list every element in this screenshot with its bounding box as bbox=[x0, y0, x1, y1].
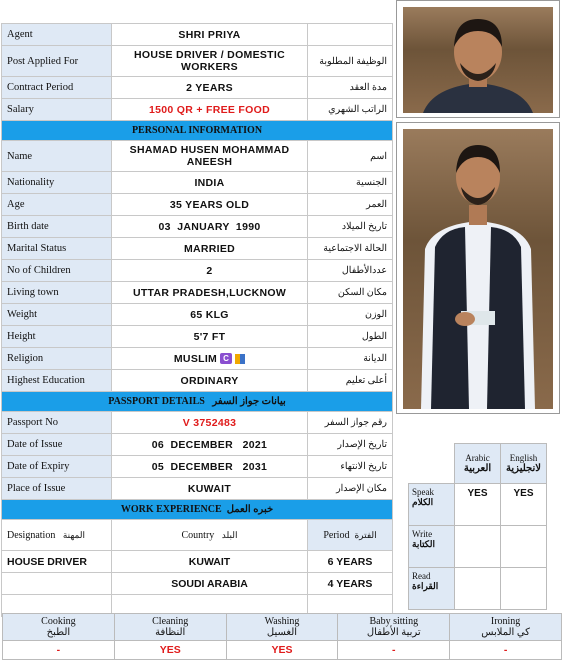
value-religion: MUSLIM bbox=[173, 352, 218, 365]
row-marital bbox=[2, 238, 393, 260]
work-designation bbox=[2, 573, 112, 595]
label-place-issue: Place of Issue bbox=[2, 478, 112, 500]
row-issue-date bbox=[2, 434, 393, 456]
row-salary bbox=[2, 99, 393, 121]
lang-label bbox=[409, 526, 455, 568]
work-period: 4 YEARS bbox=[308, 573, 393, 595]
arabic-expiry-date: تاريخ الانتهاء bbox=[308, 456, 393, 478]
arabic-weight: الوزن bbox=[308, 304, 393, 326]
skill-label: Washing bbox=[264, 616, 300, 627]
col-arabic-en: Arabic bbox=[465, 453, 490, 463]
col-arabic-ar: العربية bbox=[463, 463, 492, 474]
lang-arabic-value: YES bbox=[455, 484, 501, 526]
work-row bbox=[2, 551, 393, 573]
row-agent bbox=[2, 24, 393, 46]
arabic-education: أعلى تعليم bbox=[308, 370, 393, 392]
skill-label-ar: الغسيل bbox=[266, 627, 298, 638]
skill-value: - bbox=[450, 641, 562, 660]
row-contract bbox=[2, 77, 393, 99]
row-religion bbox=[2, 348, 393, 370]
arabic-marital: الحالة الاجتماعية bbox=[308, 238, 393, 260]
lang-label-en: Read bbox=[412, 571, 431, 581]
label-living: Living town bbox=[2, 282, 112, 304]
skill-value: - bbox=[3, 641, 115, 660]
col-designation-ar: المهنة bbox=[62, 529, 85, 540]
arabic-living: مكان السكن bbox=[308, 282, 393, 304]
value-issue-date: 06 DECEMBER 2021 bbox=[112, 434, 308, 456]
row-weight bbox=[2, 304, 393, 326]
skill-label-ar: تربية الأطفال bbox=[366, 627, 421, 638]
work-header bbox=[2, 500, 393, 520]
value-age: 35 YEARS OLD bbox=[112, 194, 308, 216]
skill-washing bbox=[226, 614, 338, 641]
arabic-post: الوظيفة المطلوبة bbox=[308, 46, 393, 77]
skill-label: Ironing bbox=[490, 616, 521, 627]
personal-header-row bbox=[2, 121, 393, 141]
value-post: HOUSE DRIVER / DOMESTIC WORKERS bbox=[112, 46, 308, 77]
label-expiry-date: Date of Expiry bbox=[2, 456, 112, 478]
col-designation bbox=[2, 520, 112, 551]
work-country: SOUDI ARABIA bbox=[112, 573, 308, 595]
value-name: SHAMAD HUSEN MOHAMMAD ANEESH bbox=[112, 141, 308, 172]
skills-header-row bbox=[3, 614, 562, 641]
lang-label-en: Speak bbox=[412, 487, 434, 497]
lang-arabic-value bbox=[455, 568, 501, 610]
row-passport-no bbox=[2, 412, 393, 434]
value-agent: SHRI PRIYA bbox=[112, 24, 308, 46]
arabic-contract: مدة العقد bbox=[308, 77, 393, 99]
value-children: 2 bbox=[112, 260, 308, 282]
label-age: Age bbox=[2, 194, 112, 216]
col-period-ar: الفترة bbox=[354, 529, 377, 540]
row-age bbox=[2, 194, 393, 216]
col-arabic bbox=[455, 444, 501, 484]
label-post: Post Applied For bbox=[2, 46, 112, 77]
skill-label-ar: النظافة bbox=[155, 627, 186, 638]
col-country-en: Country bbox=[181, 529, 215, 541]
row-name bbox=[2, 141, 393, 172]
passport-header-en: PASSPORT DETAILS bbox=[108, 396, 205, 407]
value-education: ORDINARY bbox=[112, 370, 308, 392]
person-standing-icon bbox=[403, 129, 553, 409]
value-contract: 2 YEARS bbox=[112, 77, 308, 99]
label-passport-no: Passport No bbox=[2, 412, 112, 434]
value-living: UTTAR PRADESH,LUCKNOW bbox=[112, 282, 308, 304]
arabic-age: العمر bbox=[308, 194, 393, 216]
work-row bbox=[2, 573, 393, 595]
language-row bbox=[409, 526, 547, 568]
lang-label-ar: الكلام bbox=[412, 497, 434, 507]
work-header-ar: خبره العمل bbox=[226, 504, 274, 515]
skill-value: YES bbox=[226, 641, 338, 660]
value-nationality: INDIA bbox=[112, 172, 308, 194]
label-name: Name bbox=[2, 141, 112, 172]
col-english-ar: لانجليزية bbox=[506, 463, 541, 474]
label-salary: Salary bbox=[2, 99, 112, 121]
work-designation: HOUSE DRIVER bbox=[2, 551, 112, 573]
label-weight: Weight bbox=[2, 304, 112, 326]
value-birthdate: 03 JANUARY 1990 bbox=[112, 216, 308, 238]
arabic-place-issue: مكان الإصدار bbox=[308, 478, 393, 500]
skill-label-ar: الطبخ bbox=[46, 627, 71, 638]
label-education: Highest Education bbox=[2, 370, 112, 392]
lang-arabic-value bbox=[455, 526, 501, 568]
work-country: KUWAIT bbox=[112, 551, 308, 573]
value-place-issue: KUWAIT bbox=[112, 478, 308, 500]
row-place-issue bbox=[2, 478, 393, 500]
passport-header bbox=[2, 392, 393, 412]
arabic-agent bbox=[308, 24, 393, 46]
full-photo bbox=[396, 122, 560, 414]
col-english-en: English bbox=[509, 453, 538, 463]
label-nationality: Nationality bbox=[2, 172, 112, 194]
lang-label bbox=[409, 568, 455, 610]
arabic-issue-date: تاريخ الإصدار bbox=[308, 434, 393, 456]
skill-cleaning bbox=[114, 614, 226, 641]
arabic-nationality: الجنسية bbox=[308, 172, 393, 194]
religion-cell bbox=[112, 348, 308, 370]
row-living bbox=[2, 282, 393, 304]
language-row bbox=[409, 484, 547, 526]
personal-header: PERSONAL INFORMATION bbox=[2, 121, 393, 141]
skill-value: YES bbox=[114, 641, 226, 660]
skill-ironing bbox=[450, 614, 562, 641]
col-country-ar: البلد bbox=[221, 529, 238, 540]
lang-english-value: YES bbox=[501, 484, 547, 526]
arabic-religion: الديانة bbox=[308, 348, 393, 370]
skill-label: Baby sitting bbox=[369, 616, 419, 627]
col-english bbox=[501, 444, 547, 484]
lang-label bbox=[409, 484, 455, 526]
lang-label-ar: القراءة bbox=[412, 581, 439, 591]
label-children: No of Children bbox=[2, 260, 112, 282]
work-period: 6 YEARS bbox=[308, 551, 393, 573]
lang-english-value bbox=[501, 526, 547, 568]
portrait-photo bbox=[396, 0, 560, 118]
row-height bbox=[2, 326, 393, 348]
label-religion: Religion bbox=[2, 348, 112, 370]
language-header-row bbox=[409, 444, 547, 484]
lang-label-ar: الكتابة bbox=[412, 539, 436, 549]
candidate-table bbox=[1, 23, 393, 617]
language-row bbox=[409, 568, 547, 610]
row-nationality bbox=[2, 172, 393, 194]
arabic-passport-no: رقم جواز السفر bbox=[308, 412, 393, 434]
skill-label: Cleaning bbox=[152, 616, 189, 627]
value-expiry-date: 05 DECEMBER 2031 bbox=[112, 456, 308, 478]
skill-label-ar: كي الملابس bbox=[481, 627, 530, 638]
arabic-name: اسم bbox=[308, 141, 393, 172]
col-country bbox=[112, 520, 308, 551]
empty-cell bbox=[409, 444, 455, 484]
label-height: Height bbox=[2, 326, 112, 348]
arabic-birthdate: تاريخ الميلاد bbox=[308, 216, 393, 238]
row-post bbox=[2, 46, 393, 77]
family-icon bbox=[235, 354, 245, 364]
label-marital: Marital Status bbox=[2, 238, 112, 260]
work-columns-row bbox=[2, 520, 393, 551]
label-birthdate: Birth date bbox=[2, 216, 112, 238]
value-height: 5'7 FT bbox=[112, 326, 308, 348]
col-period bbox=[308, 520, 393, 551]
value-weight: 65 KLG bbox=[112, 304, 308, 326]
c-letter-badge-icon: C bbox=[220, 353, 232, 364]
skills-value-row bbox=[3, 641, 562, 660]
arabic-children: عددالأطفال bbox=[308, 260, 393, 282]
person-portrait-icon bbox=[403, 7, 553, 113]
value-marital: MARRIED bbox=[112, 238, 308, 260]
skill-label: Cooking bbox=[41, 616, 76, 627]
skill-cooking bbox=[3, 614, 115, 641]
language-table bbox=[408, 443, 547, 610]
skill-baby-sitting bbox=[338, 614, 450, 641]
col-period-en: Period bbox=[323, 529, 350, 541]
label-issue-date: Date of Issue bbox=[2, 434, 112, 456]
lang-label-en: Write bbox=[412, 529, 433, 539]
work-header-row bbox=[2, 500, 393, 520]
work-header-en: WORK EXPERIENCE bbox=[120, 504, 222, 515]
passport-header-row bbox=[2, 392, 393, 412]
value-salary: 1500 QR + FREE FOOD bbox=[112, 99, 308, 121]
arabic-salary: الراتب الشهري bbox=[308, 99, 393, 121]
row-children bbox=[2, 260, 393, 282]
row-education bbox=[2, 370, 393, 392]
col-designation-en: Designation bbox=[7, 529, 56, 541]
passport-header-ar: بيانات جواز السفر bbox=[212, 396, 286, 407]
skills-table bbox=[2, 613, 562, 660]
value-passport-no: V 3752483 bbox=[112, 412, 308, 434]
row-expiry-date bbox=[2, 456, 393, 478]
label-agent: Agent bbox=[2, 24, 112, 46]
arabic-height: الطول bbox=[308, 326, 393, 348]
skill-value: - bbox=[338, 641, 450, 660]
lang-english-value bbox=[501, 568, 547, 610]
row-birthdate bbox=[2, 216, 393, 238]
label-contract: Contract Period bbox=[2, 77, 112, 99]
